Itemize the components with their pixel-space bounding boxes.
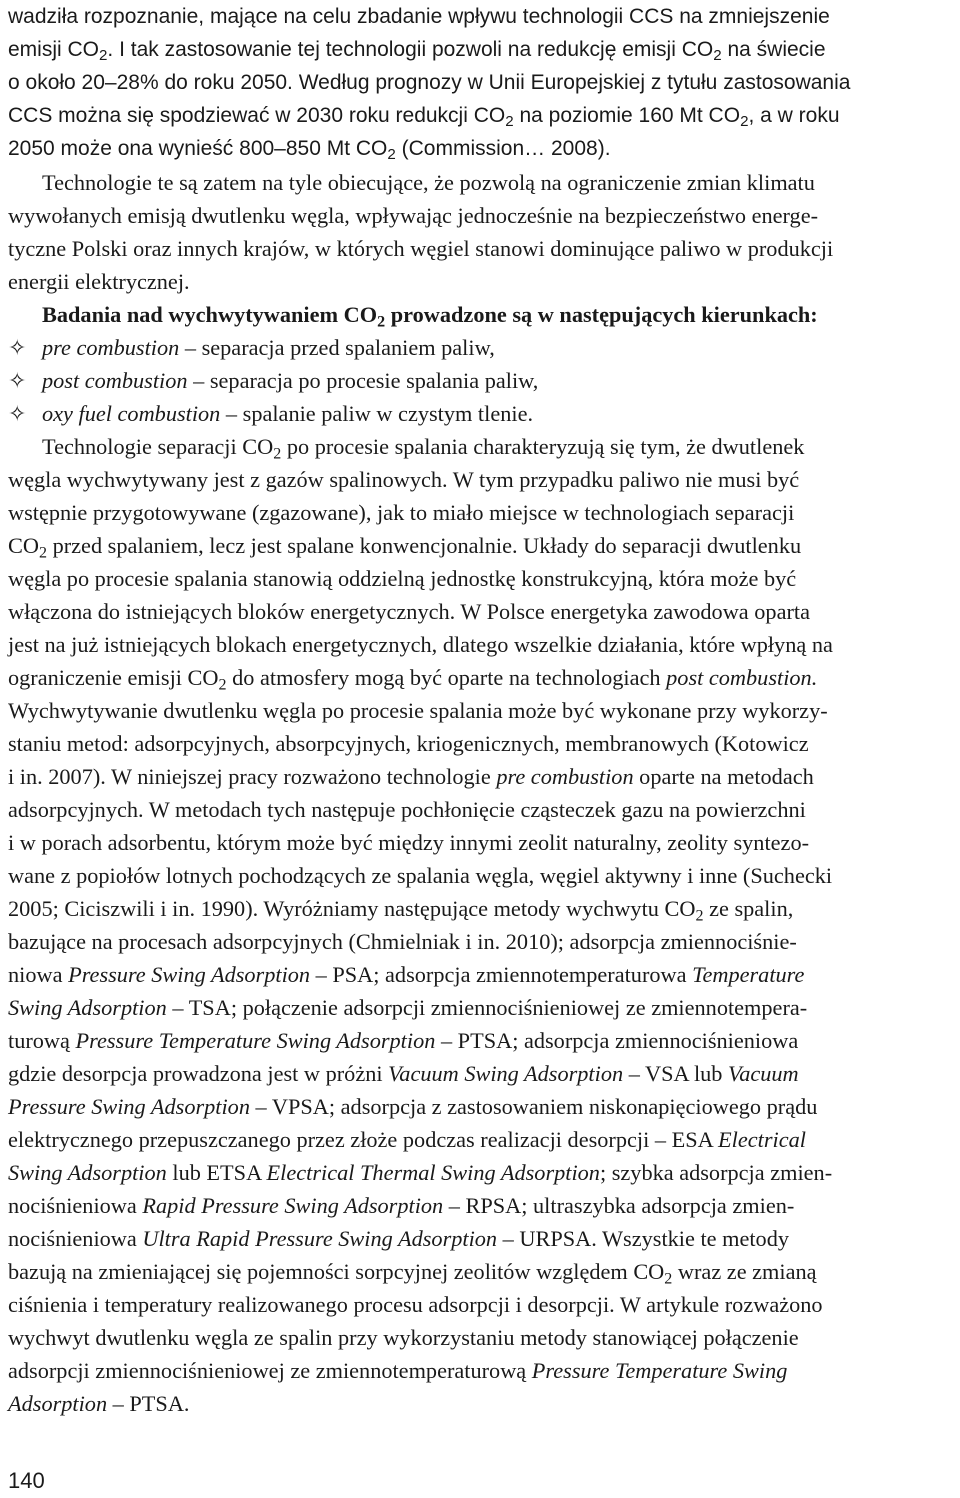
text-line: ograniczenie emisji $CO_2$ do atmosfery mogą być oparte na technologiach post combustion. (8, 665, 818, 694)
paragraph-3 (8, 430, 954, 1420)
text-line: Swing Adsorption – TSA; połączenie adsorpcji zmiennociśnieniowej ze zmiennotempera- (8, 995, 808, 1020)
text-line: niowa Pressure Swing Adsorption – PSA; adsorpcja zmiennotemperaturowa Temperature (8, 962, 805, 987)
text-line: tyczne Polski oraz innych krajów, w których węgiel stanowi dominujące paliwo w produkcji (8, 236, 834, 261)
text-line: i in. 2007). W niniejszej pracy rozważono technologie pre combustion oparte na metodach (8, 764, 814, 789)
text-line: emisji $CO_2$. I tak zastosowanie tej technologii pozwoli na redukcję emisji $CO_2$ na świecie (8, 38, 826, 65)
text-line: Wychwytywanie dwutlenku węgla po procesie spalania może być wykonane przy wykorzy- (8, 698, 828, 723)
text-line: Technologie separacji $CO_2$ po procesie spalania charakteryzują się tym, że dwutlenek (42, 434, 805, 463)
text-line: Adsorption – PTSA. (8, 1391, 190, 1416)
text-line: jest na już istniejących blokach energetycznych, dlatego wszelkie działania, które wpłyną na (8, 632, 833, 657)
text-line: bazujące na procesach adsorpcyjnych (Chmielniak i in. 2010); adsorpcja zmiennociśnie- (8, 929, 797, 954)
text-line: wstępnie przygotowywane (zgazowane), jak to miało miejsce w technologiach separacji (8, 500, 795, 525)
text-line: i w porach adsorbentu, którym może być między innymi zeolit naturalny, zeolity syntezo- (8, 830, 810, 855)
text-line: staniu metod: adsorpcyjnych, absorpcyjnych, kriogenicznych, membranowych (Kotowicz (8, 731, 809, 756)
text-line: 2005; Ciciszwili i in. 1990). Wyróżniamy następujące metody wychwytu $CO_2$ ze spalin, (8, 896, 794, 925)
text-line: Pressure Swing Adsorption – VPSA; adsorpcja z zastosowaniem niskonapięciowego prądu (8, 1094, 818, 1119)
bullet-list (8, 331, 954, 430)
text-line: nociśnieniowa Rapid Pressure Swing Adsorption – RPSA; ultraszybka adsorpcja zmien- (8, 1193, 795, 1218)
text-line: ciśnienia i temperatury realizowanego procesu adsorpcji i desorpcji. W artykule rozważono (8, 1292, 823, 1317)
text-line: energii elektrycznej. (8, 269, 190, 294)
paragraph-2 (8, 166, 954, 298)
text-line: elektrycznego przepuszczanego przez złoże podczas realizacji desorpcji – ESA Electrical (8, 1127, 806, 1152)
text-line: Technologie te są zatem na tyle obiecujące, że pozwolą na ograniczenie zmian klimatu (42, 170, 815, 195)
sparkle-bullet-icon: ✧ (8, 401, 27, 426)
text-line: wychwyt dwutlenku węgla ze spalin przy wykorzystaniu metody stanowiącej połączenie (8, 1325, 799, 1350)
paragraph-1 (8, 0, 954, 165)
text-line: włączona do istniejących bloków energetycznych. W Polsce energetyka zawodowa oparta (8, 599, 810, 624)
text-line: Badania nad wychwytywaniem $CO_2$ prowadzone są w następujących kierunkach: (42, 302, 818, 331)
page-number: 140 (8, 1468, 45, 1493)
sparkle-bullet-icon: ✧ (8, 368, 27, 393)
text-line: $CO_2$ przed spalaniem, lecz jest spalane konwencjonalnie. Układy do separacji dwutlenku (8, 533, 802, 562)
text-line: o około 20–28% do roku 2050. Według prognozy w Unii Europejskiej z tytułu zastosowania (8, 71, 851, 94)
text-line: gdzie desorpcja prowadzona jest w próżni Vacuum Swing Adsorption – VSA lub Vacuum (8, 1061, 799, 1086)
text-line: 2050 może ona wynieść 800–850 Mt $CO_2$ (Commission… 2008). (8, 137, 611, 164)
text-line: wane z popiołów lotnych pochodzących ze spalania węgla, węgiel aktywny i inne (Suchecki (8, 863, 833, 888)
text-line: węgla po procesie spalania stanowią oddzielną jednostkę konstrukcyjną, która może być (8, 566, 797, 591)
text-line: węgla wychwytywany jest z gazów spalinowych. W tym przypadku paliwo nie musi być (8, 467, 800, 492)
text-line: bazują na zmieniającej się pojemności sorpcyjnej zeolitów względem $CO_2$ wraz ze zmianą (8, 1259, 817, 1288)
sparkle-bullet-icon: ✧ (8, 335, 27, 360)
text-line: wadziła rozpoznanie, mające na celu zbadanie wpływu technologii CCS na zmniejszenie (8, 5, 830, 28)
section-heading (8, 298, 954, 331)
text-line: Swing Adsorption lub ETSA Electrical Thermal Swing Adsorption; szybka adsorpcja zmien- (8, 1160, 833, 1185)
text-line: nociśnieniowa Ultra Rapid Pressure Swing Adsorption – URPSA. Wszystkie te metody (8, 1226, 789, 1251)
list-item: ✧ post combustion – separacja po procesie spalania paliw, (8, 364, 954, 397)
text-line: adsorpcyjnych. W metodach tych następuje pochłonięcie cząsteczek gazu na powierzchni (8, 797, 806, 822)
text-line: turową Pressure Temperature Swing Adsorption – PTSA; adsorpcja zmiennociśnieniowa (8, 1028, 799, 1053)
list-item: ✧ oxy fuel combustion – spalanie paliw w czystym tlenie. (8, 397, 954, 430)
text-line: adsorpcji zmiennociśnieniowej ze zmiennotemperaturową Pressure Temperature Swing (8, 1358, 788, 1383)
text-line: wywołanych emisją dwutlenku węgla, wpływając jednocześnie na bezpieczeństwo energe- (8, 203, 819, 228)
text-line: CCS można się spodziewać w 2030 roku redukcji $CO_2$ na poziomie 160 Mt $CO_2$, a w roku (8, 104, 840, 131)
list-item: ✧ pre combustion – separacja przed spalaniem paliw, (8, 331, 954, 364)
